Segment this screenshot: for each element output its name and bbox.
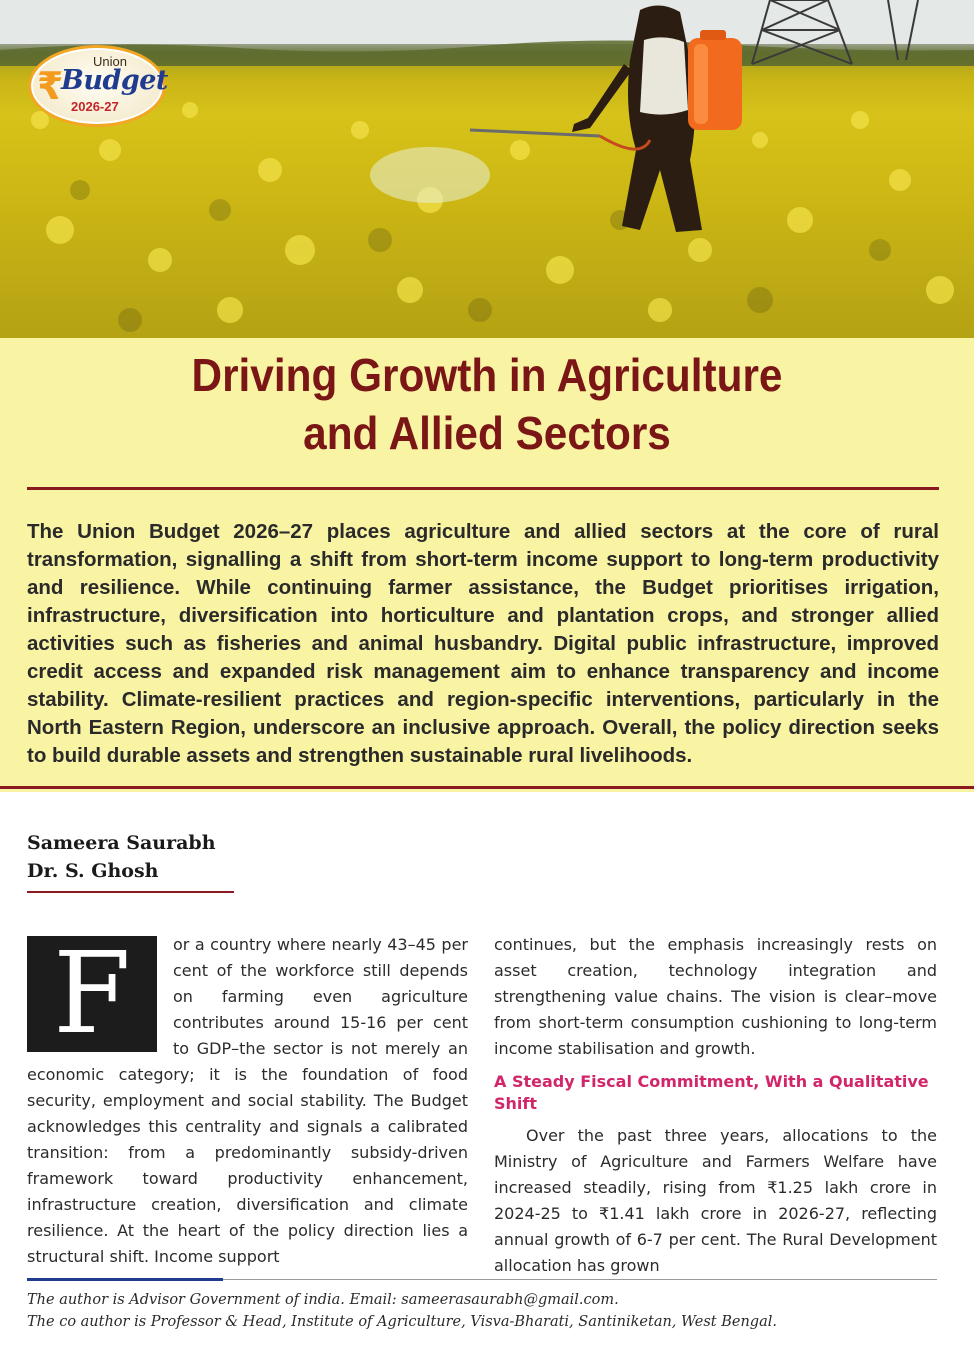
badge-budget-word: Budget xyxy=(61,65,168,96)
footnote-rule xyxy=(223,1279,937,1280)
section-subheading: A Steady Fiscal Commitment, With a Qualitative Shift xyxy=(494,1072,929,1113)
title-divider xyxy=(27,487,939,490)
field-illustration xyxy=(0,0,974,338)
author-name-2: Dr. S. Ghosh xyxy=(27,860,159,882)
body-column-left xyxy=(27,929,468,1270)
footnote-author-1: The author is Advisor Government of india. Email: sameerasaurabh@gmail.com. xyxy=(27,1292,619,1308)
budget-badge xyxy=(28,45,166,127)
spray-mist xyxy=(370,147,490,203)
author-divider xyxy=(27,891,234,893)
body-paragraph-1: or a country where nearly 43–45 per cent of the workforce still depends on farming even agriculture contributes around 15-16 per cent to GDP–the sector is not merely an economic category; it is the foundation of food security, employment and social stability. The Budget acknowledges this centrality and signals a calibrated transition: from a predominantly subsidy-driven framework toward productivity enhancement, infrastructure creation, diversification and climate resilience. At the heart of the policy direction lies a structural shift. Income support xyxy=(27,935,468,1266)
footnote-rule-accent xyxy=(27,1278,223,1281)
hero-image xyxy=(0,0,974,338)
title-line-1: Driving Growth in Agriculture xyxy=(191,349,783,401)
abstract-text: The Union Budget 2026–27 places agriculture and allied sectors at the core of rural transformation, signalling a shift from short-term income support to long-term productivity and resilience. While continuing farmer assistance, the Budget prioritises irrigation, infrastructure, diversification into horticulture and plantation crops, and stronger allied activities such as fisheries and animal husbandry. Digital public infrastructure, improved credit access and expanded risk management aim to enhance transparency and income stability. Climate-resilient practices and region-specific interventions, particularly in the North Eastern Region, underscore an inclusive approach. Overall, the policy direction seeks to build durable assets and strengthen sustainable rural livelihoods. xyxy=(27,520,939,767)
footnote-author-2: The co author is Professor & Head, Institute of Agriculture, Visva-Bharati, Santiniketan, West Bengal. xyxy=(27,1314,777,1330)
drop-cap: F xyxy=(27,936,157,1052)
author-name-1: Sameera Saurabh xyxy=(27,832,216,854)
badge-union-label: Union xyxy=(93,54,127,69)
title-line-2: and Allied Sectors xyxy=(303,407,671,459)
rupee-icon: ₹ xyxy=(37,64,64,108)
panel-divider xyxy=(0,786,974,789)
sprayer-tank-icon xyxy=(688,30,742,130)
body-paragraph-3: Over the past three years, allocations to the Ministry of Agriculture and Farmers Welfare have increased steadily, rising from ₹1.25 lakh crore in 2024-25 to ₹1.41 lakh crore in 2026-27, reflecting annual growth of 6-7 per cent. The Rural Development allocation has grown xyxy=(494,1126,937,1275)
body-column-right xyxy=(494,932,937,1279)
page-title xyxy=(39,346,935,462)
badge-year: 2026-27 xyxy=(71,99,119,114)
body-paragraph-2: continues, but the emphasis increasingly rests on asset creation, technology integration and strengthening value chains. The vision is clear–move from short-term consumption cushioning to long-term income stabilisation and growth. xyxy=(494,935,937,1058)
